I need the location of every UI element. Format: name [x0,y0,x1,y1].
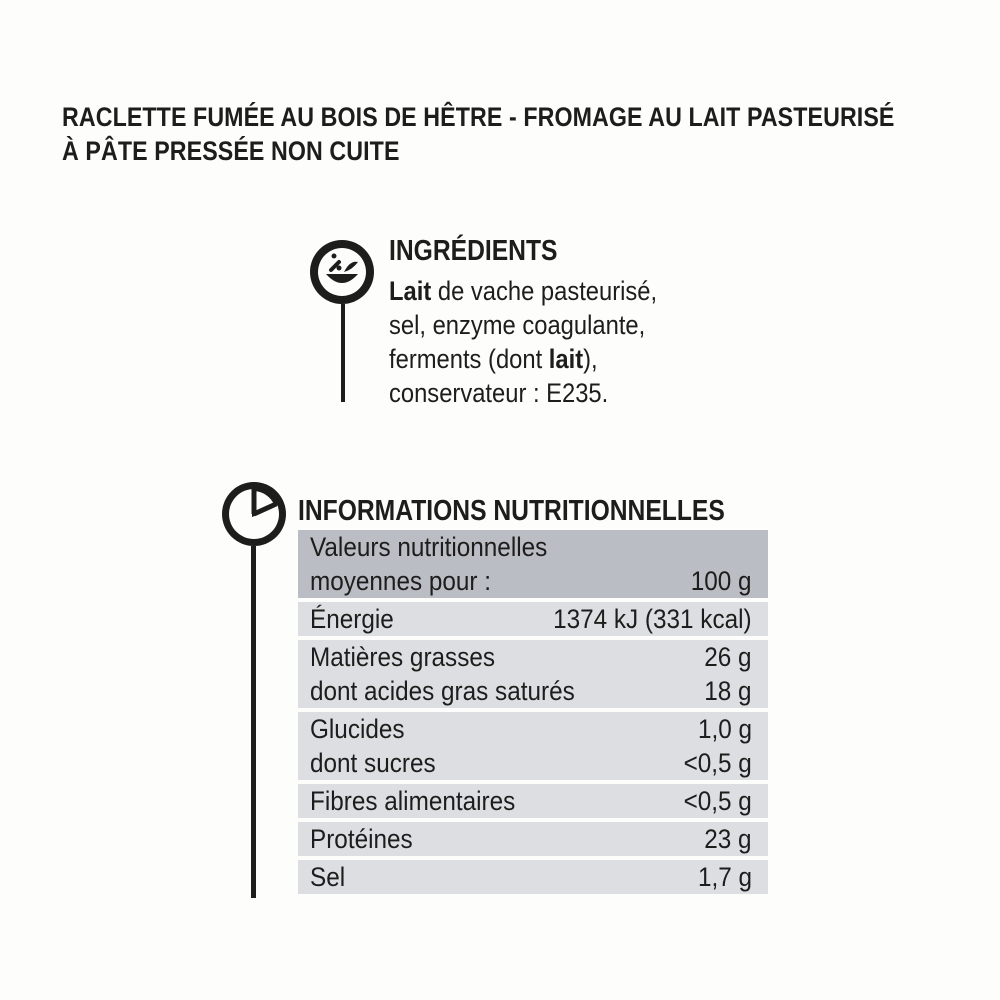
row-label: Fibres alimentaires [310,786,516,816]
pestle-bowl-herb-icon [306,236,378,308]
product-title-line2: À PÂTE PRESSÉE NON CUITE [62,136,400,166]
row-label: Matières grasses [310,642,496,672]
nutrition-table [298,530,768,898]
row-label: Protéines [310,824,413,854]
row-value: 1,7 g [697,862,752,892]
row-label: Glucides [310,714,405,744]
nutrition-stem [251,546,256,898]
nutrition-header-row [298,530,768,598]
nutrition-row-carbs [298,712,768,780]
ingredients-text [389,274,657,410]
row-sub-value: <0,5 g [683,748,752,778]
nutrition-row-salt [298,860,768,894]
row-sub-value: 18 g [704,676,752,706]
row-value: 23 g [704,824,752,854]
product-title-line1: RACLETTE FUMÉE AU BOIS DE HÊTRE - FROMAGE AU LAIT PASTEURISÉ [62,102,895,132]
header-label-line1: Valeurs nutritionnelles [310,532,548,562]
ingredients-stem [341,304,345,402]
row-value: <0,5 g [683,786,752,816]
header-value: 100 g [691,566,752,596]
nutrition-row-protein [298,822,768,856]
row-sub-label: dont sucres [310,748,436,778]
ingredient-line-2: sel, enzyme coagulante, [389,310,646,340]
row-label: Sel [310,862,346,892]
ingredient-line-4: conservateur : E235. [389,378,609,408]
row-sub-label: dont acides gras saturés [310,676,575,706]
row-value: 26 g [704,642,752,672]
product-title [62,100,895,168]
nutrition-heading: INFORMATIONS NUTRITIONNELLES [298,495,725,527]
row-value: 1,0 g [697,714,752,744]
nutrition-row-energy [298,602,768,636]
pie-chart-icon [218,478,290,550]
row-value: 1374 kJ (331 kcal) [553,604,752,634]
ingredient-line-3: ferments (dont lait), [389,344,598,374]
nutrition-row-fat [298,640,768,708]
nutrition-row-fibre [298,784,768,818]
header-label-line2: moyennes pour : [310,566,492,596]
ingredient-line-1: Lait de vache pasteurisé, [389,276,658,306]
ingredients-heading: INGRÉDIENTS [389,235,558,267]
row-label: Énergie [310,604,394,634]
